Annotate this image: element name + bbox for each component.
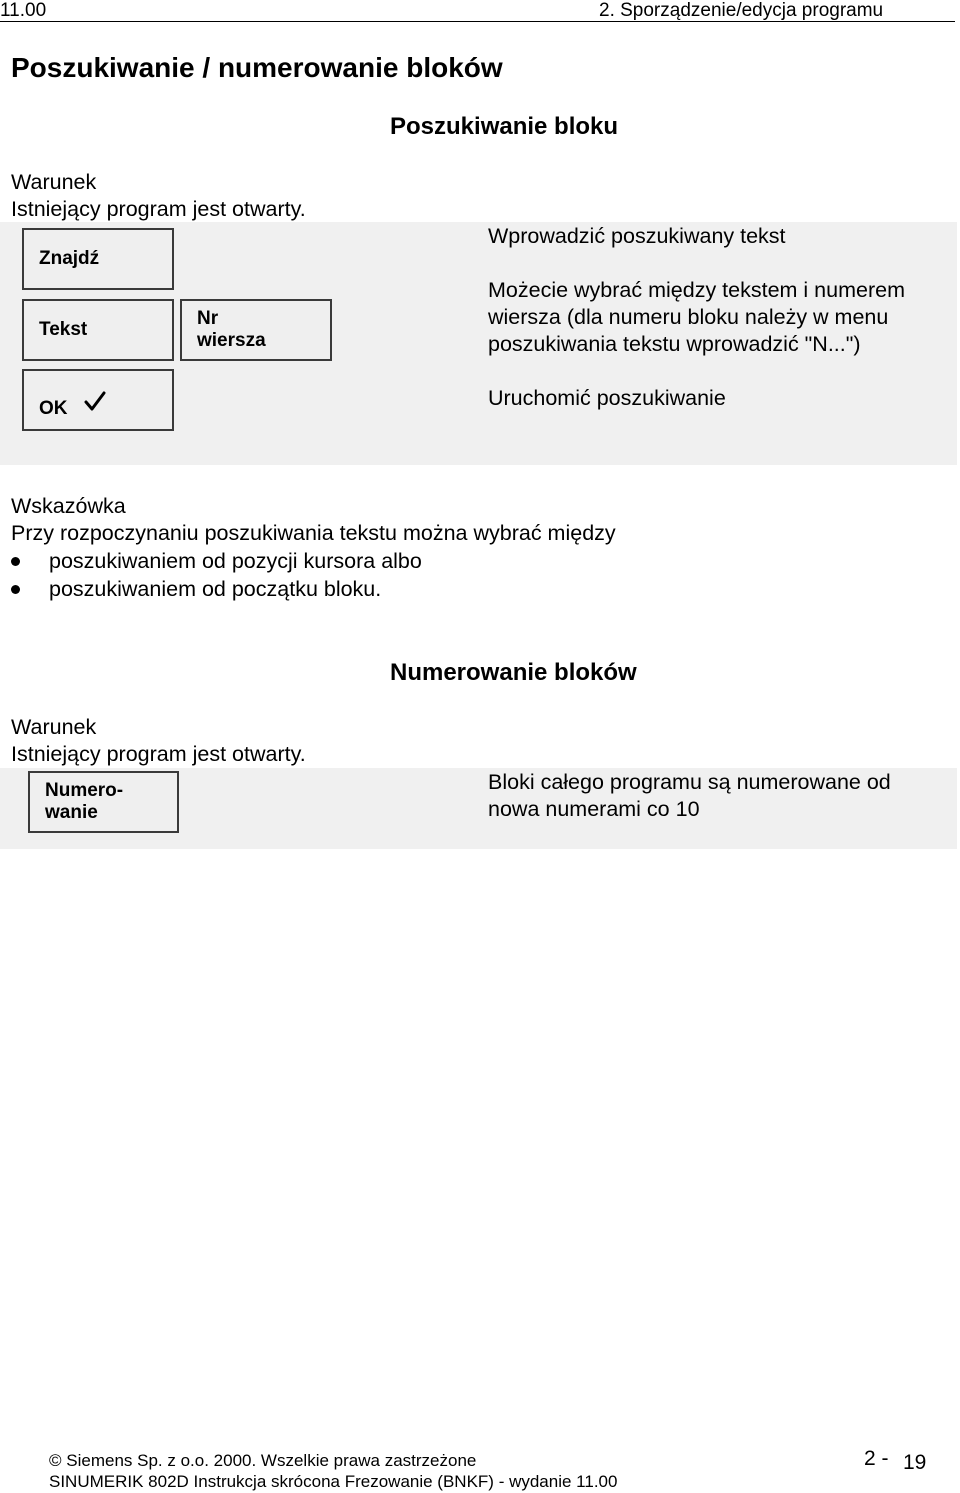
hint-bullet-1: poszukiwaniem od pozycji kursora albo xyxy=(49,549,422,573)
page-number-prefix: 2 - xyxy=(864,1447,889,1470)
numbering-softkey-label: Numero- wanie xyxy=(45,780,124,823)
header-chapter: 2. Sporządzenie/edycja programu xyxy=(599,0,884,21)
step-enter-text: Wprowadzić poszukiwany tekst xyxy=(488,224,786,248)
text-softkey[interactable] xyxy=(22,299,174,361)
step-choose-line-2: wiersza (dla numeru bloku należy w menu xyxy=(488,305,889,329)
section-title-numbering: Numerowanie bloków xyxy=(390,659,637,686)
numbering-desc-line-2: nowa numerami co 10 xyxy=(488,797,700,821)
footer-copyright: Siemens Sp. z o.o. 2000. Wszelkie prawa zastrzeżone xyxy=(66,1451,477,1470)
section-title-search: Poszukiwanie bloku xyxy=(390,113,619,140)
bullet-icon xyxy=(11,557,20,566)
step-choose-line-3: poszukiwania tekstu wprowadzić "N...") xyxy=(488,332,861,356)
page-title: Poszukiwanie / numerowanie bloków xyxy=(11,52,503,83)
numbering-condition-text: Istniejący program jest otwarty. xyxy=(11,742,306,766)
step-choose-line-1: Możecie wybrać między tekstem i numerem xyxy=(488,278,905,302)
line-number-softkey[interactable] xyxy=(180,299,332,361)
numbering-desc-line-1: Bloki całego programu są numerowane od xyxy=(488,770,891,794)
condition-text: Istniejący program jest otwarty. xyxy=(11,197,306,221)
line-number-softkey-label: Nr wiersza xyxy=(197,308,266,351)
page-number: 19 xyxy=(903,1451,927,1474)
header-date: 11.00 xyxy=(0,0,47,21)
find-softkey-label: Znajdź xyxy=(39,248,100,269)
copyright-icon: © xyxy=(49,1451,62,1470)
hint-bullet-2: poszukiwaniem od początku bloku. xyxy=(49,577,382,601)
condition-label: Warunek xyxy=(11,170,97,194)
find-softkey[interactable] xyxy=(22,228,174,290)
ok-softkey-label: OK xyxy=(39,398,68,419)
checkmark-icon xyxy=(84,390,106,412)
text-softkey-label: Tekst xyxy=(39,319,88,340)
footer-copyright-line xyxy=(49,1451,476,1471)
hint-text: Przy rozpoczynaniu poszukiwania tekstu można wybrać między xyxy=(11,521,616,545)
ok-softkey[interactable] xyxy=(22,369,174,431)
header-rule xyxy=(0,21,955,22)
hint-label: Wskazówka xyxy=(11,494,126,518)
bullet-icon xyxy=(11,585,20,594)
numbering-softkey[interactable] xyxy=(28,771,179,833)
step-start-search: Uruchomić poszukiwanie xyxy=(488,386,726,410)
footer-doc-title: SINUMERIK 802D Instrukcja skrócona Frezowanie (BNKF) - wydanie 11.00 xyxy=(49,1472,618,1491)
numbering-condition-label: Warunek xyxy=(11,715,97,739)
